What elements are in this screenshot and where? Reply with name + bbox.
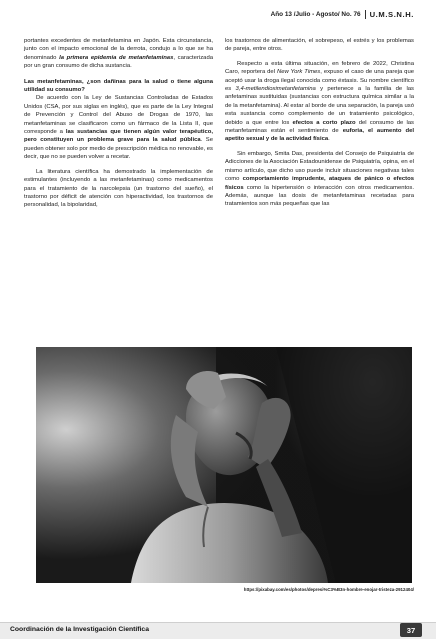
paragraph: los trastornos de alimentación, el sobrepeso, el estrés y los problemas de pareja, entre otros. [225, 38, 414, 53]
right-column [225, 37, 414, 329]
text-span: portantes excedentes de metanfetamina en Japón. Esta circunstancia, junto con el impacto emocional de la derrota, condujo a lo que se ha denominado [24, 38, 213, 61]
text-span: . [328, 136, 330, 143]
emphasis-span: las sustancias que tienen algún valor terapéutico, pero constituyen un problema grave para la salud pública [24, 129, 213, 144]
paragraph: La literatura científica ha demostrado la implementación de estimulantes (incluyendo a las metanfetaminas) como medicamentos para el tratamiento de la narcolepsia (un trastorno del sueño), el trastorno por déficit de atención con hiperactividad, los trastornos de personalidad, la bipolaridad, [24, 168, 213, 209]
article-photo [36, 347, 412, 583]
italic-span: New York Times [276, 69, 321, 76]
text-span: del consumo de las metanfetaminas están el sentimiento de [225, 119, 414, 135]
section-question: Las metanfetaminas, ¿son dañinas para la salud o tiene alguna utilidad su consumo? [24, 78, 213, 94]
italic-span: 3,4-metilendioximetanfetamina [235, 86, 316, 93]
institution-name: U.M.S.N.H. [369, 10, 414, 19]
text-span: y pertenece a la familia de las anfetaminas sustituidas (sustancias con estructura química similar a la de la metanfetamina). Al estar al borde de una separación, la pareja usó esta sustancia como complemento de un tratamiento psicológico, debido a que entre los [225, 86, 414, 126]
paragraph [225, 150, 414, 209]
paragraph [24, 94, 213, 161]
header-divider [365, 10, 366, 19]
text-span: Sin embargo, Smita Das, presidenta del Consejo de Psiquiatría de Adicciones de la Asociación Estadounidense de Psiquiatría, opina, en el mismo artículo, que dicho uso puede incluir situaciones negativas tales como [225, 150, 414, 183]
emphasis-span: efectos a corto plazo [292, 119, 356, 126]
text-span: . Se pueden obtener solo por medio de prescripción médica no renovable, es decir, que no se pueden volver a recetar. [24, 137, 213, 161]
distressed-man-photo [36, 347, 412, 583]
footer-organization: Coordinación de la Investigación Científica [10, 626, 149, 633]
emphasis-span: la primera epidemia de metanfetaminas [59, 54, 174, 61]
issue-info: Año 13 /Julio - Agosto/ No. 76 [270, 11, 361, 18]
article-body [24, 37, 414, 329]
page-footer [0, 620, 436, 640]
text-span: Respecto a esta última situación, en febrero de 2022, Christina Caro, reportera del [225, 60, 414, 76]
page-number: 37 [400, 623, 422, 637]
left-column [24, 37, 213, 329]
page-header [271, 10, 414, 19]
emphasis-span: euforia, el aumento del apetito sexual y de la actividad física [225, 128, 415, 143]
paragraph [24, 37, 213, 71]
paragraph [225, 60, 414, 144]
photo-credit: https://pixabay.com/es/photos/depresi%C3%B3n-hombre-enojar-tristeza-2912404/ [243, 587, 414, 592]
text-span: , caracterizada por un gran consumo de dicha sustancia. [24, 54, 214, 70]
text-span: , expuso el caso de una pareja que aceptó usar la droga ilegal conocida como éxtasis. Su nombre científico es [225, 69, 414, 93]
text-span: De acuerdo con la Ley de Sustancias Controladas de Estados Unidos (CSA, por sus siglas en inglés), que es parte de la Ley Integral de Prevención y Control del Abuso de Drogas de 1970, las metanfetaminas se clasificaron como un fármaco de la Lista II, que corresponde a [24, 95, 213, 136]
text-span: como la hipertensión o interacción con otros medicamentos. Además, aunque las dosis de metanfetaminas recetadas para tratamientos son más pequeñas que las [225, 184, 414, 208]
emphasis-span: comportamiento imprudente, ataques de pánico o efectos físicos [225, 176, 414, 191]
